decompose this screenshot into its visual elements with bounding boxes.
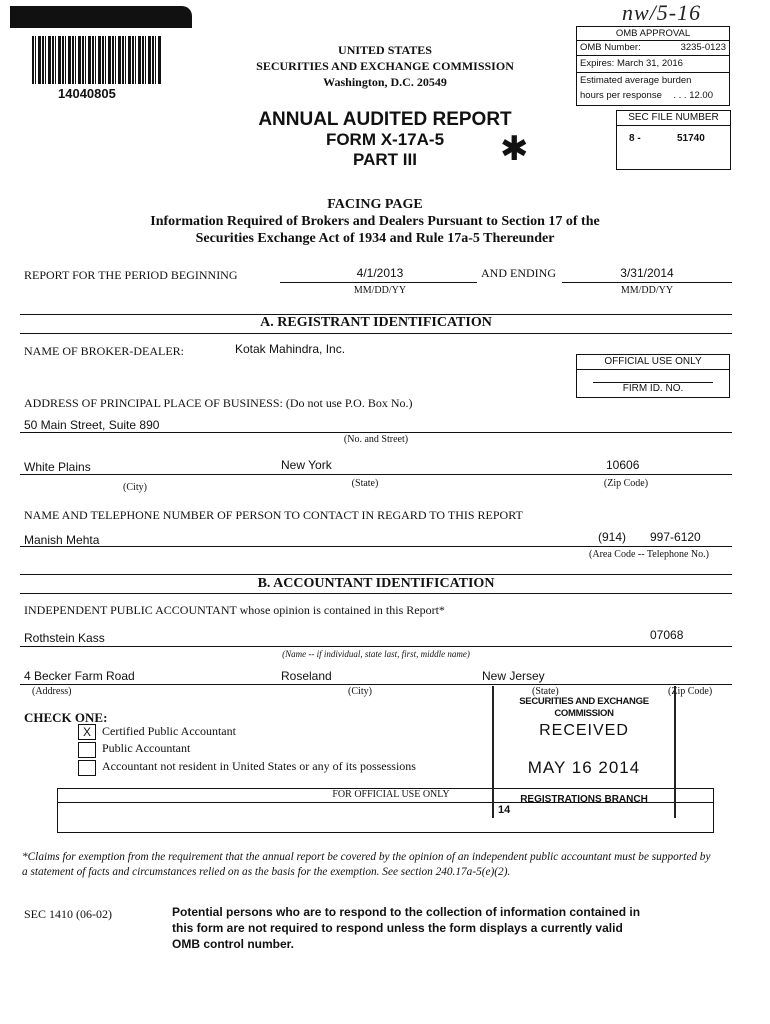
for-official-use-label: FOR OFFICIAL USE ONLY <box>332 789 450 800</box>
b-address-value[interactable]: 4 Becker Farm Road <box>24 669 135 683</box>
period-end-value[interactable]: 3/31/2014 <box>620 266 674 280</box>
stamp-date: MAY 16 2014 <box>527 758 641 777</box>
omb-notice: Potential persons who are to respond to the collection of information contained in this form are not required to respond unless the form displays a currently valid OMB control number. <box>172 905 641 951</box>
b-state-value[interactable]: New Jersey <box>482 669 545 683</box>
period-end-format: MM/DD/YY <box>620 285 674 296</box>
omb-burden-value: . . . 12.00 <box>673 90 713 101</box>
stamp-line-3: REGISTRATIONS BRANCH <box>520 794 648 805</box>
option-non-resident-label: Accountant not resident in United States or any of its possessions <box>102 759 416 773</box>
official-use-box <box>576 354 730 398</box>
agency-line-3: Washington, D.C. 20549 <box>323 75 447 89</box>
form-title-3: PART III <box>353 150 417 169</box>
zip-caption: (Zip Code) <box>603 478 649 489</box>
name-caption: (Name -- if individual, state last, first, middle name) <box>282 649 470 659</box>
zip-value[interactable]: 10606 <box>606 458 640 472</box>
stamp-line-1: SECURITIES AND EXCHANGE COMMISSION <box>519 696 649 719</box>
received-stamp <box>492 686 676 818</box>
section-a-heading: A. REGISTRANT IDENTIFICATION <box>260 315 492 330</box>
city-caption: (City) <box>123 482 147 493</box>
form-title-2: FORM X-17A-5 <box>325 130 445 149</box>
omb-approval-box <box>576 26 730 106</box>
period-begin-value[interactable]: 4/1/2013 <box>356 266 404 280</box>
omb-number-label: OMB Number: <box>580 42 641 53</box>
period-end-label: AND ENDING <box>481 266 556 280</box>
omb-burden-label: hours per response <box>580 90 662 101</box>
section-b-heading: B. ACCOUNTANT IDENTIFICATION <box>257 576 495 591</box>
option-public-accountant-label: Public Accountant <box>102 741 191 755</box>
accountant-name[interactable]: Rothstein Kass <box>24 631 105 645</box>
barcode <box>32 36 162 84</box>
period-begin-label: REPORT FOR THE PERIOD BEGINNING <box>24 268 238 282</box>
check-one-label: CHECK ONE: <box>24 710 108 725</box>
street-caption: (No. and Street) <box>343 434 409 445</box>
handwritten-note: nw/5-16 <box>622 0 702 25</box>
contact-label: NAME AND TELEPHONE NUMBER OF PERSON TO CONTACT IN REGARD TO THIS REPORT <box>24 508 523 522</box>
contact-phone[interactable]: 997-6120 <box>650 530 701 544</box>
omb-number-value: 3235-0123 <box>680 42 726 53</box>
stamp-line-2: RECEIVED <box>539 722 629 739</box>
omb-title: OMB APPROVAL <box>577 27 729 41</box>
state-value[interactable]: New York <box>281 458 332 472</box>
facing-line-2: Securities Exchange Act of 1934 and Rule 17a-5 Thereunder <box>195 231 555 246</box>
b-city-caption: (City) <box>348 686 372 697</box>
b-address-caption: (Address) <box>32 686 72 697</box>
sec-file-number: 51740 <box>677 133 705 144</box>
checkbox-public-accountant[interactable] <box>78 742 96 758</box>
state-caption: (State) <box>351 478 379 489</box>
handwritten-asterisk: ✱ <box>500 131 529 168</box>
option-cpa-label: Certified Public Accountant <box>102 724 236 738</box>
sec-file-label: SEC FILE NUMBER <box>617 111 730 126</box>
broker-dealer-value[interactable]: Kotak Mahindra, Inc. <box>235 342 346 356</box>
b-zip-caption: (Zip Code) <box>668 686 713 697</box>
agency-line-2: SECURITIES AND EXCHANGE COMMISSION <box>256 59 514 73</box>
checkbox-cpa[interactable]: X <box>78 724 96 740</box>
firm-id-label: FIRM ID. NO. <box>593 382 713 395</box>
address-label: ADDRESS OF PRINCIPAL PLACE OF BUSINESS: (Do not use P.O. Box No.) <box>24 396 413 410</box>
b-city-value[interactable]: Roseland <box>281 669 332 683</box>
city-value[interactable]: White Plains <box>24 460 91 474</box>
omb-expires: Expires: March 31, 2016 <box>577 56 729 73</box>
redaction-bar <box>10 6 192 28</box>
form-code: SEC 1410 (06-02) <box>24 907 112 921</box>
sec-file-number-box <box>616 110 731 170</box>
official-use-label: OFFICIAL USE ONLY <box>577 355 729 370</box>
b-state-caption: (State) <box>532 686 559 697</box>
barcode-number: 14040805 <box>58 86 116 101</box>
claims-footnote: *Claims for exemption from the requirement that the annual report be covered by the opinion of an independent public accountant must be supported by a statement of facts and circumstances relied on as the basis for the exemption. See section 240.17a-5(e)(2). <box>22 851 711 878</box>
accountant-zip[interactable]: 07068 <box>650 628 684 642</box>
accountant-label: INDEPENDENT PUBLIC ACCOUNTANT whose opinion is contained in this Report* <box>24 603 445 617</box>
omb-burden-line1: Estimated average burden <box>580 75 692 86</box>
agency-line-1: UNITED STATES <box>338 43 432 57</box>
period-begin-format: MM/DD/YY <box>353 285 407 296</box>
stamp-number: 14 <box>498 804 511 816</box>
sec-file-prefix: 8 - <box>629 133 641 144</box>
broker-dealer-label: NAME OF BROKER-DEALER: <box>24 344 185 358</box>
facing-title: FACING PAGE <box>327 197 423 212</box>
contact-caption: (Area Code -- Telephone No.) <box>589 549 709 560</box>
contact-name[interactable]: Manish Mehta <box>24 533 100 547</box>
form-title-1: ANNUAL AUDITED REPORT <box>258 109 512 130</box>
contact-area-code[interactable]: (914) <box>598 530 627 544</box>
facing-line-1: Information Required of Brokers and Dealers Pursuant to Section 17 of the <box>150 214 600 229</box>
checkbox-non-resident[interactable] <box>78 760 96 776</box>
street-value[interactable]: 50 Main Street, Suite 890 <box>24 418 160 432</box>
